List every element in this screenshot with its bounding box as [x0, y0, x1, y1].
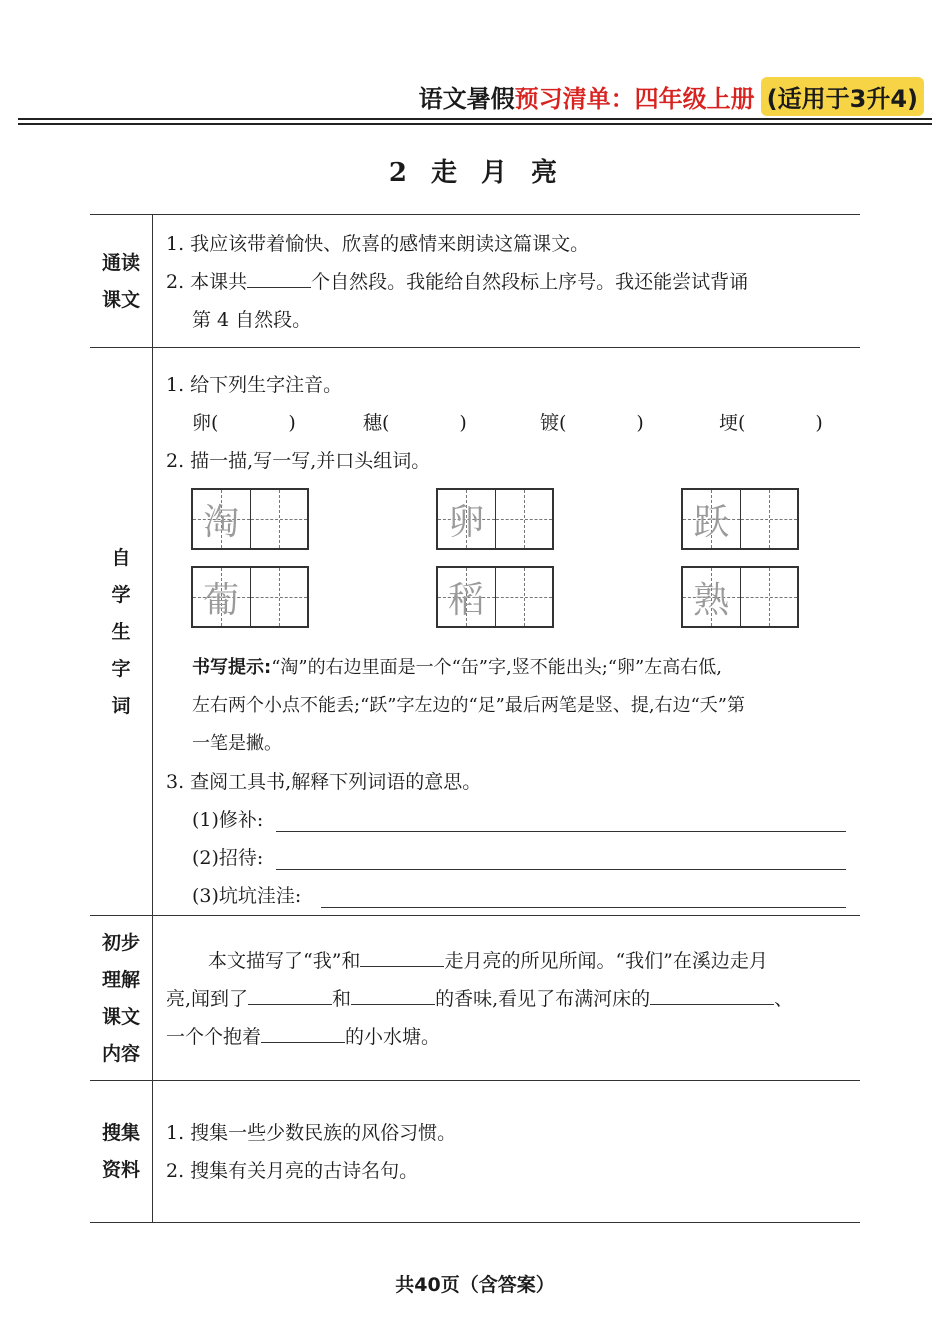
section-understand-text: [90, 915, 860, 1081]
summary-blank-2[interactable]: [248, 980, 332, 1005]
collect-item-1: 1. 搜集一些少数民族的风俗习惯。: [166, 1122, 457, 1144]
char-grid-4[interactable]: 葡: [191, 566, 309, 628]
summary-blank-5[interactable]: [261, 1018, 345, 1043]
writing-tip-line-3: 一笔是撇。: [192, 733, 282, 754]
lesson-title: [0, 152, 950, 189]
read-item-1: 1. 我应该带着愉快、欣喜的感情来朗读这篇课文。: [166, 233, 590, 255]
header-rule-bottom: [18, 123, 932, 125]
section-read-text: [90, 214, 860, 348]
summary-blank-4[interactable]: [650, 980, 774, 1005]
summary-line-3: 一个个抱着 的小水塘。: [166, 1018, 440, 1056]
char-grid-6[interactable]: 熟: [681, 566, 799, 628]
section-label: 初步 理解 课文 内容: [101, 931, 140, 1065]
paragraph-count-blank[interactable]: [247, 263, 311, 288]
word-answer-line-2[interactable]: [276, 868, 846, 870]
word-item-1: (1)修补:: [192, 809, 264, 831]
title-char-2: 月: [481, 158, 512, 188]
summary-blank-3[interactable]: [351, 980, 435, 1005]
pinyin-item-4[interactable]: 埂( ): [719, 412, 823, 434]
writing-tip-line-2: 左右两个小点不能丢;“跃”字左边的“足”最后两笔是竖、提,右边“夭”第: [192, 695, 745, 716]
pinyin-item-2[interactable]: 穗( ): [363, 412, 467, 434]
header-topic: 预习清单：四年级上册: [514, 84, 755, 113]
char-grid-1[interactable]: 淘: [191, 488, 309, 550]
word-answer-line-1[interactable]: [276, 830, 846, 832]
char-grid-3[interactable]: 跃: [681, 488, 799, 550]
section-self-study: [90, 347, 860, 916]
lesson-number: 2: [388, 158, 412, 188]
char-grid-2[interactable]: 卵: [436, 488, 554, 550]
trace-question: 2. 描一描,写一写,并口头组词。: [166, 450, 431, 472]
summary-line-1: 本文描写了“我”和 走月亮的所见所闻。“我们”在溪边走月: [208, 942, 768, 980]
header-subject: 语文暑假: [418, 84, 515, 113]
word-item-2: (2)招待:: [192, 847, 264, 869]
read-item-2-cont: 第 4 自然段。: [192, 309, 312, 331]
pinyin-question: 1. 给下列生字注音。: [166, 374, 343, 396]
dictionary-question: 3. 查阅工具书,解释下列词语的意思。: [166, 771, 482, 793]
word-item-3: (3)坑坑洼洼:: [192, 885, 302, 907]
char-grid-5[interactable]: 稻: [436, 566, 554, 628]
pinyin-item-3[interactable]: 镀( ): [540, 412, 644, 434]
page-header: [419, 76, 924, 116]
section-collect-materials: [90, 1080, 860, 1223]
section-label: 搜集 资料: [101, 1121, 140, 1181]
section-label: 通读 课文: [101, 251, 140, 311]
page-footer: 共40页（含答案）: [395, 1274, 555, 1296]
summary-blank-1[interactable]: [360, 942, 444, 967]
collect-item-2: 2. 搜集有关月亮的古诗名句。: [166, 1160, 419, 1182]
section-label: 自 学 生 字 词: [111, 546, 131, 717]
word-answer-line-3[interactable]: [321, 906, 846, 908]
summary-line-2: 亮,闻到了 和 的香味,看见了布满河床的 、: [166, 980, 793, 1018]
title-char-3: 亮: [531, 158, 562, 188]
grade-badge: (适用于3升4): [761, 77, 924, 116]
writing-tip-line-1: 书写提示:“淘”的右边里面是一个“缶”字,竖不能出头;“卵”左高右低,: [192, 657, 722, 678]
read-item-2: 2. 本课共 个自然段。我能给自然段标上序号。我还能尝试背诵: [166, 263, 748, 301]
header-rule-top: [18, 118, 932, 120]
pinyin-item-1[interactable]: 卵( ): [192, 412, 296, 434]
title-char-1: 走: [431, 158, 462, 188]
